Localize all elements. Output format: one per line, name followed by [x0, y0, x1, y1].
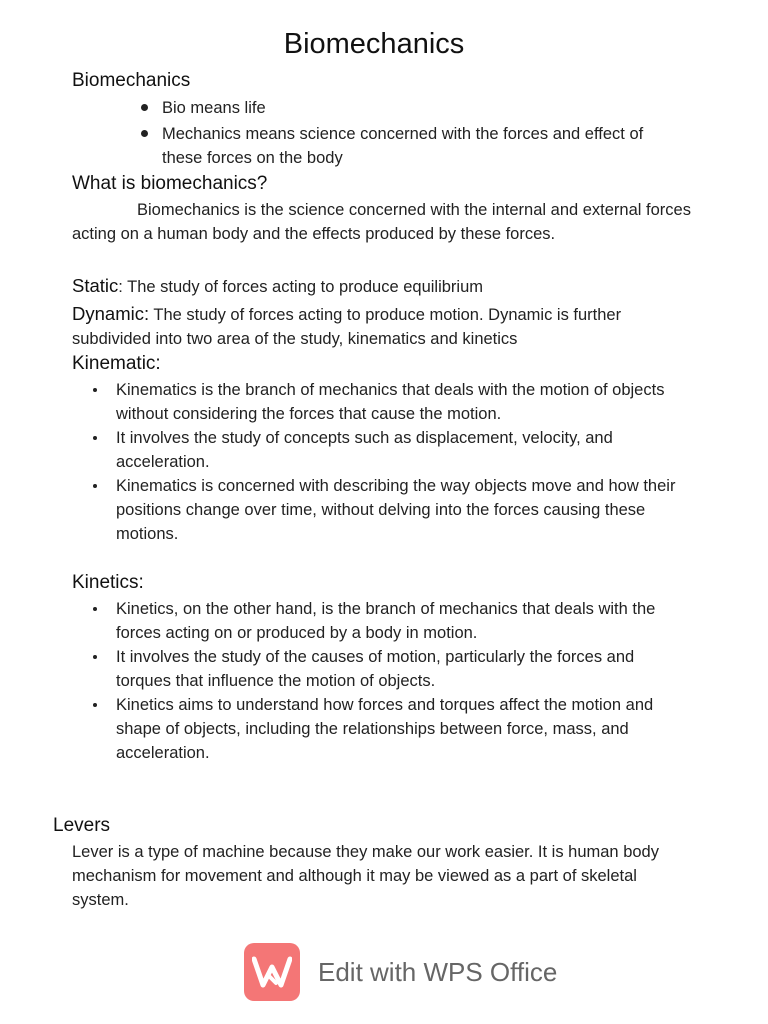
section-heading-what-is: What is biomechanics? [72, 173, 268, 194]
list-item: Kinematics is the branch of mechanics that deals with the motion of objects without considering the forces that cause the motion. [72, 378, 684, 426]
dynamic-definition: Dynamic: The study of forces acting to produce motion. Dynamic is further subdivided into two area of the study, kinematics and kinetics [72, 303, 622, 348]
kinematic-list [72, 378, 684, 546]
page-title: Biomechanics [283, 28, 465, 60]
list-item: It involves the study of the causes of motion, particularly the forces and torques that influence the motion of objects. [72, 645, 684, 693]
biomechanics-list [136, 96, 676, 170]
list-item: It involves the study of concepts such as displacement, velocity, and acceleration. [72, 426, 684, 474]
what-is-paragraph: Biomechanics is the science concerned with the internal and external forces acting on a human body and the effects produced by these forces. [72, 201, 691, 243]
static-label: Static [72, 275, 119, 296]
list-item: Bio means life [136, 96, 676, 120]
list-item: Kinetics aims to understand how forces and torques affect the motion and shape of objects, including the relationships between force, mass, and acceleration. [72, 693, 684, 765]
levers-paragraph: Lever is a type of machine because they make our work easier. It is human body mechanism for movement and although it may be viewed as a part of skeletal system. [72, 843, 659, 909]
section-heading-kinematic: Kinematic: [72, 353, 161, 374]
wps-watermark-text: Edit with WPS Office [318, 956, 558, 987]
list-item: Kinetics, on the other hand, is the branch of mechanics that deals with the forces acting on or produced by a body in motion. [72, 597, 684, 645]
section-heading-biomechanics: Biomechanics [72, 70, 191, 91]
wps-logo-icon [244, 943, 300, 1001]
section-heading-kinetics: Kinetics: [72, 572, 144, 593]
dynamic-label: Dynamic: [72, 303, 150, 324]
section-heading-levers: Levers [53, 815, 111, 836]
kinetics-list [72, 597, 684, 765]
static-definition: Static: The study of forces acting to produce equilibrium [72, 275, 484, 296]
list-item: Mechanics means science concerned with the forces and effect of these forces on the body [136, 122, 676, 170]
wps-watermark[interactable] [244, 942, 557, 1002]
list-item: Kinematics is concerned with describing the way objects move and how their positions change over time, without delving into the forces causing these motions. [72, 474, 684, 546]
